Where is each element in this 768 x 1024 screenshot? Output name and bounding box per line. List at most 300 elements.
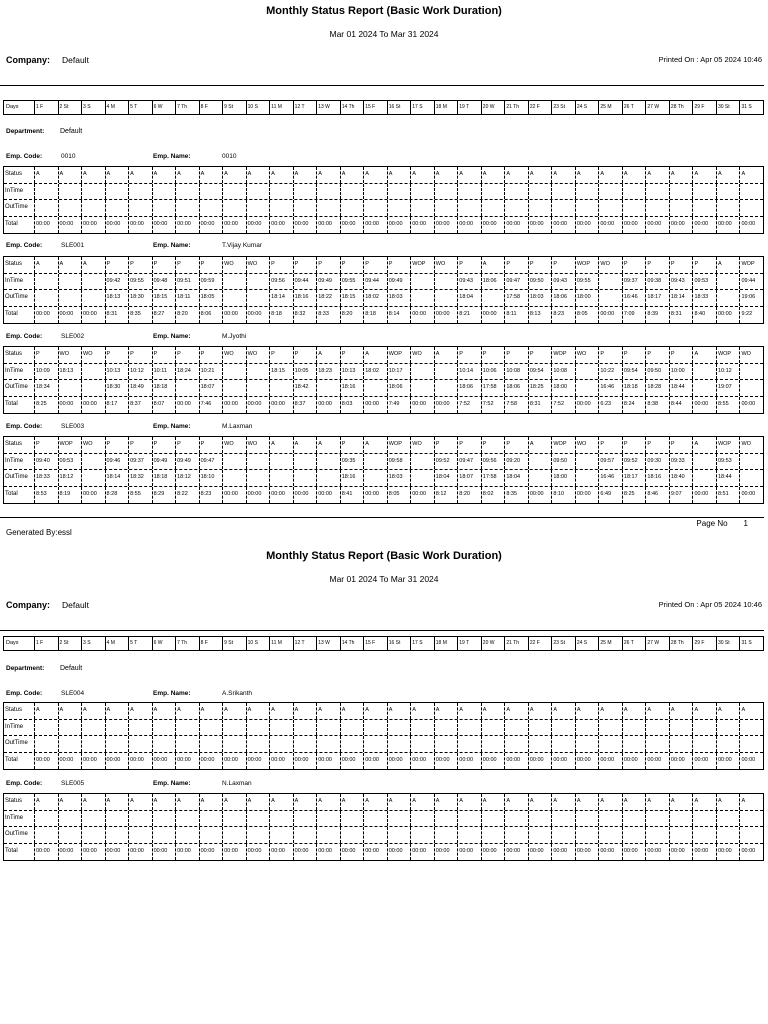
status-cell: A — [341, 703, 365, 719]
status-cell: A — [153, 794, 177, 810]
outtime-cell: 18:44 — [717, 470, 741, 486]
outtime-cell: 18:33 — [35, 470, 59, 486]
intime-cell: 09:52 — [435, 454, 459, 470]
intime-cell — [435, 364, 459, 380]
company-label: Company: — [6, 600, 51, 610]
emp-name-value: A.Srikanth — [222, 690, 252, 697]
intime-cell: 10:06 — [482, 364, 506, 380]
day-header-cell: 2 St — [59, 101, 83, 114]
intime-cell — [693, 811, 717, 827]
total-cell: 7:52 — [458, 397, 482, 414]
total-cell: 8:27 — [153, 307, 177, 324]
status-cell: A — [717, 703, 741, 719]
status-cell: P — [35, 437, 59, 453]
status-cell: A — [529, 437, 553, 453]
intime-cell — [458, 720, 482, 736]
outtime-cell — [411, 380, 435, 396]
total-cell: 8:11 — [505, 307, 529, 324]
total-cell: 00:00 — [646, 844, 670, 861]
intime-cell — [153, 184, 177, 200]
outtime-cell — [317, 380, 341, 396]
total-cell: 00:00 — [599, 844, 623, 861]
status-cell: A — [176, 703, 200, 719]
emp-name-label: Emp. Name: — [153, 690, 191, 697]
emp-code-value: SLE003 — [61, 423, 85, 430]
outtime-cell: 18:17 — [623, 470, 647, 486]
emp-code-label: Emp. Code: — [6, 242, 43, 249]
total-cell: 00:00 — [599, 307, 623, 324]
day-header-cell: 3 S — [82, 637, 106, 650]
intime-cell: 10:17 — [388, 364, 412, 380]
outtime-cell: 18:03 — [388, 470, 412, 486]
total-row — [4, 753, 763, 770]
intime-cell: 09:42 — [106, 274, 130, 290]
intime-cell — [59, 720, 83, 736]
total-cell: 00:00 — [670, 217, 694, 234]
intime-cell: 18:24 — [176, 364, 200, 380]
employee-grid — [3, 256, 764, 324]
outtime-cell — [505, 736, 529, 752]
total-cell: 00:00 — [529, 217, 553, 234]
total-cell: 00:00 — [646, 217, 670, 234]
emp-code-value: SLE001 — [61, 242, 85, 249]
total-cell: 00:00 — [153, 217, 177, 234]
intime-cell — [599, 720, 623, 736]
total-cell: 8:29 — [153, 487, 177, 504]
status-cell: A — [341, 794, 365, 810]
outtime-cell: 18:40 — [670, 470, 694, 486]
total-cell: 00:00 — [411, 487, 435, 504]
outtime-cell — [435, 200, 459, 216]
day-header-cell: 22 F — [529, 637, 553, 650]
intime-cell: 10:21 — [200, 364, 224, 380]
total-cell: 00:00 — [482, 844, 506, 861]
outtime-cell — [317, 470, 341, 486]
outtime-cell — [35, 827, 59, 843]
total-cell: 00:00 — [200, 217, 224, 234]
outtime-cell: 16:46 — [599, 470, 623, 486]
status-cell: WOP — [576, 257, 600, 273]
outtime-cell — [200, 200, 224, 216]
outtime-cell — [176, 736, 200, 752]
status-cell: P — [106, 437, 130, 453]
intime-cell: 09:53 — [693, 274, 717, 290]
intime-cell: 09:49 — [153, 454, 177, 470]
day-header-cell: 7 Th — [176, 101, 200, 114]
status-cell: A — [482, 167, 506, 183]
intime-cell — [740, 454, 763, 470]
total-cell: 8:03 — [341, 397, 365, 414]
status-cell: A — [693, 437, 717, 453]
total-row — [4, 217, 763, 234]
total-cell: 00:00 — [458, 844, 482, 861]
status-cell: A — [623, 794, 647, 810]
intime-cell — [411, 364, 435, 380]
total-cell: 00:00 — [388, 753, 412, 770]
intime-cell — [646, 811, 670, 827]
total-cell: 00:00 — [741, 400, 756, 407]
status-row-label: Status — [4, 437, 35, 453]
intime-cell: 10:12 — [129, 364, 153, 380]
status-cell: A — [599, 167, 623, 183]
outtime-cell: 18:13 — [106, 290, 130, 306]
department-value: Default — [60, 665, 83, 672]
day-header-cell: 30 St — [717, 637, 741, 650]
status-cell: A — [82, 167, 106, 183]
status-cell: A — [247, 167, 271, 183]
status-row — [4, 347, 763, 364]
intime-cell — [623, 811, 647, 827]
emp-code-label: Emp. Code: — [6, 153, 43, 160]
status-cell: P — [529, 347, 553, 363]
day-header-cell: 20 W — [482, 101, 506, 114]
intime-cell: 09:40 — [35, 454, 59, 470]
intime-cell: 09:55 — [341, 274, 365, 290]
status-cell: P — [294, 257, 318, 273]
outtime-cell — [59, 200, 83, 216]
total-cell: 00:00 — [741, 756, 756, 763]
total-cell: 00:00 — [223, 844, 247, 861]
day-header-cell: 30 St — [717, 101, 741, 114]
outtime-cell — [270, 827, 294, 843]
day-header-cell: 18 M — [435, 637, 459, 650]
total-cell: 00:00 — [153, 844, 177, 861]
status-cell: P — [552, 257, 576, 273]
total-cell: 00:00 — [388, 217, 412, 234]
intime-cell — [106, 811, 130, 827]
day-header-cell: 18 M — [435, 101, 459, 114]
intime-cell: 18:06 — [482, 274, 506, 290]
intime-cell — [576, 184, 600, 200]
intime-cell — [717, 811, 741, 827]
total-cell: 00:00 — [153, 753, 177, 770]
total-cell: 00:00 — [82, 307, 106, 324]
status-cell: A — [576, 167, 600, 183]
day-header-cell: 11 M — [270, 101, 294, 114]
total-cell: 00:00 — [505, 844, 529, 861]
total-cell: 00:00 — [435, 307, 459, 324]
page-number — [696, 519, 748, 528]
intime-cell: 10:22 — [599, 364, 623, 380]
outtime-cell — [153, 827, 177, 843]
status-cell: A — [717, 167, 741, 183]
day-header-cell: 9 St — [223, 101, 247, 114]
total-cell: 7:52 — [552, 397, 576, 414]
outtime-cell — [82, 827, 106, 843]
day-header-cell: 21 Th — [505, 101, 529, 114]
outtime-cell — [435, 380, 459, 396]
total-cell: 8:20 — [341, 307, 365, 324]
total-cell: 00:00 — [59, 397, 83, 414]
intime-cell: 09:52 — [623, 454, 647, 470]
total-cell: 6:23 — [599, 397, 623, 414]
total-cell: 00:00 — [458, 217, 482, 234]
total-cell: 00:00 — [317, 397, 341, 414]
status-cell: A — [59, 257, 83, 273]
emp-name-value: T.Vijay Kumar — [222, 242, 262, 249]
status-cell: A — [364, 794, 388, 810]
day-header-cell: 26 T — [623, 637, 647, 650]
total-cell: 8:39 — [646, 307, 670, 324]
status-cell: A — [482, 794, 506, 810]
total-cell: 8:37 — [294, 397, 318, 414]
day-header-cell: 12 T — [294, 101, 318, 114]
outtime-row — [4, 290, 763, 307]
day-header-cell: 17 S — [411, 101, 435, 114]
total-cell: 00:00 — [223, 397, 247, 414]
status-cell: P — [623, 257, 647, 273]
status-cell: P — [646, 347, 670, 363]
intime-cell: 10:08 — [552, 364, 576, 380]
status-cell: P — [106, 347, 130, 363]
outtime-cell — [35, 736, 59, 752]
intime-cell: 09:50 — [552, 454, 576, 470]
total-cell: 00:00 — [693, 487, 717, 504]
intime-cell: 09:43 — [670, 274, 694, 290]
day-header-cell: 24 S — [576, 637, 600, 650]
outtime-cell — [576, 380, 600, 396]
outtime-cell — [482, 290, 506, 306]
total-cell: 00:00 — [646, 753, 670, 770]
company-value: Default — [62, 55, 89, 65]
total-cell: 00:00 — [693, 397, 717, 414]
outtime-cell — [129, 827, 153, 843]
intime-cell: 09:44 — [294, 274, 318, 290]
total-cell: 00:00 — [294, 753, 318, 770]
total-cell: 8:31 — [670, 307, 694, 324]
intime-cell — [670, 811, 694, 827]
outtime-cell — [82, 380, 106, 396]
outtime-cell — [529, 200, 553, 216]
intime-cell — [623, 720, 647, 736]
intime-cell — [576, 454, 600, 470]
status-cell: WO — [247, 347, 271, 363]
status-cell: A — [82, 794, 106, 810]
total-cell: 8:18 — [270, 307, 294, 324]
total-cell: 8:46 — [646, 487, 670, 504]
status-cell: A — [529, 794, 553, 810]
day-header-cell: 19 T — [458, 637, 482, 650]
intime-cell — [223, 184, 247, 200]
status-cell: A — [411, 167, 435, 183]
outtime-cell — [740, 827, 763, 843]
status-cell: A — [317, 794, 341, 810]
intime-cell — [482, 184, 506, 200]
total-cell: 8:19 — [59, 487, 83, 504]
status-cell: P — [458, 437, 482, 453]
outtime-cell — [317, 827, 341, 843]
outtime-cell — [623, 827, 647, 843]
total-cell: 00:00 — [623, 753, 647, 770]
day-header-cell: 27 W — [646, 101, 670, 114]
intime-cell — [129, 811, 153, 827]
status-cell: P — [435, 437, 459, 453]
intime-cell — [106, 184, 130, 200]
emp-name-label: Emp. Name: — [153, 423, 191, 430]
days-header-label: Days — [4, 637, 35, 650]
intime-cell — [388, 184, 412, 200]
intime-cell: 09:38 — [646, 274, 670, 290]
intime-cell — [458, 184, 482, 200]
intime-cell — [693, 720, 717, 736]
outtime-cell — [529, 470, 553, 486]
intime-cell — [740, 364, 763, 380]
intime-cell: 09:50 — [646, 364, 670, 380]
outtime-cell: 18:00 — [552, 380, 576, 396]
intime-cell — [247, 720, 271, 736]
outtime-cell — [482, 827, 506, 843]
status-cell: P — [623, 347, 647, 363]
status-cell: A — [35, 794, 59, 810]
outtime-row-label: OutTime — [4, 736, 35, 752]
intime-cell — [341, 184, 365, 200]
outtime-cell — [82, 200, 106, 216]
total-cell: 00:00 — [552, 217, 576, 234]
intime-cell — [411, 274, 435, 290]
day-header-cell: 5 T — [129, 637, 153, 650]
total-cell: 00:00 — [741, 847, 756, 854]
outtime-cell: 17:58 — [505, 290, 529, 306]
outtime-cell — [646, 200, 670, 216]
total-cell: 00:00 — [599, 753, 623, 770]
status-cell: WO — [247, 257, 271, 273]
total-cell: 00:00 — [529, 487, 553, 504]
status-cell: WO — [599, 257, 623, 273]
outtime-cell — [247, 380, 271, 396]
outtime-cell — [458, 200, 482, 216]
status-cell: A — [294, 437, 318, 453]
outtime-cell — [435, 736, 459, 752]
total-cell: 00:00 — [364, 844, 388, 861]
emp-name-label: Emp. Name: — [153, 333, 191, 340]
outtime-cell — [200, 827, 224, 843]
total-cell: 00:00 — [505, 217, 529, 234]
intime-cell — [435, 720, 459, 736]
status-cell: P — [270, 257, 294, 273]
outtime-cell — [599, 736, 623, 752]
intime-cell — [435, 811, 459, 827]
outtime-cell: 18:04 — [505, 470, 529, 486]
total-cell: 7:52 — [482, 397, 506, 414]
outtime-row-label: OutTime — [4, 470, 35, 486]
outtime-cell: 18:14 — [670, 290, 694, 306]
outtime-cell: 18:07 — [458, 470, 482, 486]
intime-cell: 09:47 — [505, 274, 529, 290]
intime-row — [4, 720, 763, 737]
day-header-cell: 14 Th — [341, 637, 365, 650]
total-cell: 7:46 — [200, 397, 224, 414]
outtime-cell — [623, 736, 647, 752]
total-cell: 00:00 — [717, 307, 741, 324]
status-cell: A — [435, 794, 459, 810]
outtime-cell — [529, 827, 553, 843]
total-cell: 8:02 — [482, 487, 506, 504]
total-cell: 00:00 — [411, 307, 435, 324]
outtime-cell — [552, 736, 576, 752]
day-header-cell: 4 M — [106, 637, 130, 650]
outtime-row — [4, 380, 763, 397]
status-cell: A — [623, 167, 647, 183]
outtime-cell: 18:10 — [200, 470, 224, 486]
total-row — [4, 397, 763, 414]
total-row-label: Total — [4, 307, 35, 324]
outtime-cell — [59, 736, 83, 752]
total-cell: 8:05 — [576, 307, 600, 324]
outtime-cell — [740, 200, 763, 216]
outtime-row-label: OutTime — [4, 380, 35, 396]
total-cell: 6:49 — [599, 487, 623, 504]
intime-cell: 09:56 — [482, 454, 506, 470]
intime-cell: 09:59 — [200, 274, 224, 290]
status-cell: P — [482, 437, 506, 453]
intime-cell — [247, 274, 271, 290]
outtime-cell — [59, 290, 83, 306]
outtime-cell: 18:18 — [153, 470, 177, 486]
emp-name-label: Emp. Name: — [153, 242, 191, 249]
status-cell: A — [106, 703, 130, 719]
outtime-cell — [552, 827, 576, 843]
outtime-cell — [59, 380, 83, 396]
total-cell: 00:00 — [411, 217, 435, 234]
status-cell: A — [200, 167, 224, 183]
status-cell: WO — [411, 437, 435, 453]
total-cell: 00:00 — [482, 307, 506, 324]
status-cell: WOP — [59, 437, 83, 453]
status-cell: P — [482, 347, 506, 363]
intime-row-label: InTime — [4, 811, 35, 827]
intime-cell — [670, 720, 694, 736]
status-cell: A — [176, 794, 200, 810]
total-cell: 8:22 — [176, 487, 200, 504]
total-row-label: Total — [4, 217, 35, 234]
outtime-cell — [364, 736, 388, 752]
status-cell: P — [341, 257, 365, 273]
status-cell: P — [364, 257, 388, 273]
total-cell: 00:00 — [435, 844, 459, 861]
status-cell: WO — [411, 347, 435, 363]
outtime-cell: 18:15 — [341, 290, 365, 306]
status-cell: P — [129, 347, 153, 363]
status-cell: A — [106, 167, 130, 183]
company-label: Company: — [6, 55, 51, 65]
status-cell: A — [693, 167, 717, 183]
total-cell: 00:00 — [176, 753, 200, 770]
status-cell: P — [106, 257, 130, 273]
intime-cell: 09:48 — [153, 274, 177, 290]
total-cell: 00:00 — [552, 753, 576, 770]
intime-cell: 09:55 — [129, 274, 153, 290]
status-cell: A — [576, 703, 600, 719]
intime-cell — [717, 274, 741, 290]
emp-code-value: SLE004 — [61, 690, 85, 697]
status-cell: A — [223, 703, 247, 719]
status-cell: P — [176, 437, 200, 453]
outtime-cell — [458, 736, 482, 752]
day-header-cell: 19 T — [458, 101, 482, 114]
employee-grid — [3, 166, 764, 234]
intime-cell: 10:09 — [35, 364, 59, 380]
intime-cell — [599, 811, 623, 827]
day-header-cell: 1 F — [35, 101, 59, 114]
intime-cell — [411, 720, 435, 736]
outtime-cell: 18:30 — [106, 380, 130, 396]
status-cell: P — [200, 347, 224, 363]
intime-cell — [717, 720, 741, 736]
total-cell: 9:07 — [670, 487, 694, 504]
page-no-label: Page No — [696, 519, 728, 528]
day-header-cell: 24 S — [576, 101, 600, 114]
outtime-cell — [153, 736, 177, 752]
